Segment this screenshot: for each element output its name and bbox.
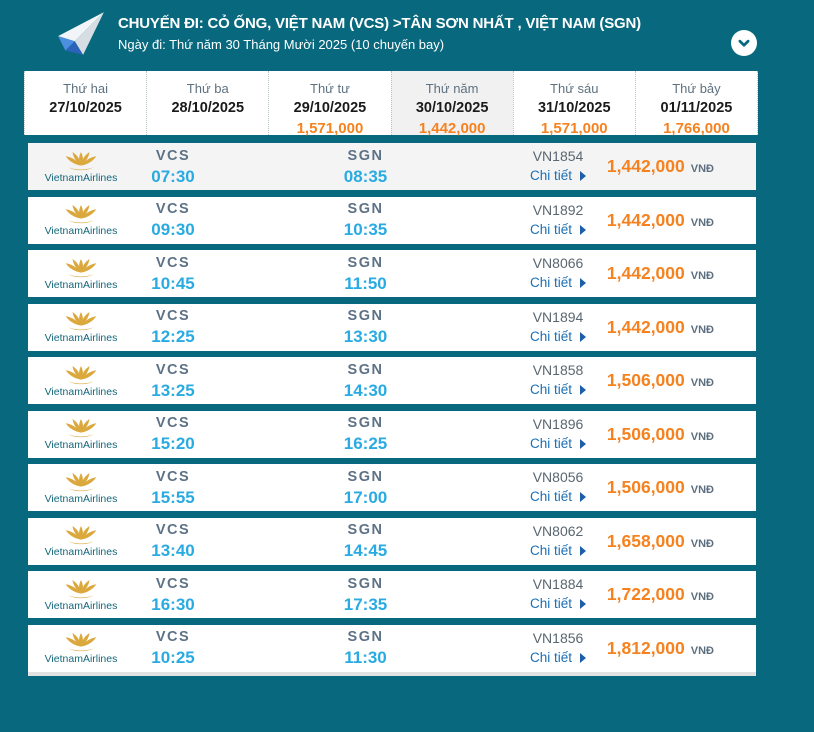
airline-name: VietnamAirlines — [44, 653, 118, 665]
arrival-time: 14:30 — [343, 380, 388, 400]
departure-code: VCS — [155, 201, 191, 217]
arrival-code: SGN — [347, 361, 384, 378]
details-arrow-icon — [580, 385, 586, 395]
details-arrow-icon — [580, 599, 586, 609]
details-link[interactable] — [530, 166, 586, 186]
airline-name: VietnamAirlines — [44, 171, 118, 184]
flight-number: VN8056 — [532, 469, 584, 485]
flight-number: VN8062 — [532, 522, 584, 539]
flight-row[interactable] — [28, 357, 756, 404]
lotus-icon — [64, 471, 98, 492]
route-header — [0, 0, 814, 68]
date-tab-weekday: Thứ ba — [186, 81, 229, 96]
flight-number: VN8066 — [532, 255, 584, 271]
flight-row[interactable] — [28, 411, 756, 458]
departure-cell — [128, 414, 218, 454]
arrival-time: 13:30 — [343, 327, 388, 346]
flight-info-cell — [513, 147, 603, 186]
flight-row[interactable] — [28, 143, 756, 190]
flight-number: VN1854 — [532, 148, 584, 164]
airline-logo — [28, 471, 128, 505]
details-arrow-icon — [580, 492, 586, 502]
airline-logo — [28, 631, 128, 665]
flight-price: 1,442,000 — [606, 263, 685, 283]
lotus-icon — [64, 524, 98, 545]
airline-name: VietnamAirlines — [44, 599, 118, 612]
departure-cell — [128, 361, 218, 401]
arrival-cell — [313, 468, 418, 508]
departure-time: 09:30 — [151, 220, 195, 239]
departure-cell — [128, 575, 218, 615]
chevron-down-icon — [735, 34, 753, 52]
route-title: CHUYẾN ĐI: CỎ ỐNG, VIỆT NAM (VCS) >TÂN SƠN NHẤT , VIỆT NAM (SGN) — [118, 15, 641, 32]
airline-logo — [28, 257, 128, 291]
details-arrow-icon — [580, 439, 586, 449]
price-cell — [603, 477, 756, 498]
date-tab-date: 28/10/2025 — [171, 100, 245, 116]
details-link[interactable] — [530, 487, 586, 507]
arrival-time: 17:35 — [343, 594, 388, 614]
airline-logo — [28, 203, 128, 237]
flight-price: 1,658,000 — [606, 530, 685, 551]
price-cell — [603, 584, 756, 605]
price-cell — [603, 156, 756, 177]
departure-cell — [128, 628, 218, 668]
date-selector-bar — [24, 71, 758, 135]
price-cell — [603, 424, 756, 445]
details-link[interactable] — [530, 541, 586, 561]
date-tab-date: 29/10/2025 — [293, 100, 367, 116]
departure-code: VCS — [155, 361, 191, 378]
arrival-cell — [313, 200, 418, 240]
departure-time: 12:25 — [151, 327, 195, 346]
details-label: Chi tiết — [529, 649, 573, 665]
price-cell — [603, 370, 756, 391]
lotus-icon — [64, 631, 98, 652]
arrival-cell — [313, 575, 418, 615]
airline-name: VietnamAirlines — [44, 492, 118, 505]
flight-info-cell — [513, 201, 603, 240]
arrival-code: SGN — [347, 201, 384, 217]
arrival-time: 08:35 — [343, 166, 388, 186]
flight-price: 1,506,000 — [606, 370, 685, 390]
flight-row[interactable] — [28, 625, 756, 672]
currency-label: VNĐ — [690, 484, 714, 496]
flight-number: VN1858 — [532, 362, 584, 378]
flight-info-cell — [513, 575, 603, 614]
airline-name: VietnamAirlines — [44, 546, 118, 558]
arrival-cell — [313, 628, 418, 668]
airline-name: VietnamAirlines — [44, 225, 118, 237]
arrival-cell — [313, 254, 418, 294]
departure-code: VCS — [155, 522, 191, 538]
arrival-code: SGN — [347, 308, 384, 324]
flight-list — [28, 143, 756, 672]
collapse-button[interactable] — [731, 30, 757, 56]
details-link[interactable] — [530, 327, 586, 347]
list-bottom-divider — [28, 672, 756, 676]
details-label: Chi tiết — [529, 382, 573, 397]
price-cell — [603, 638, 756, 659]
flight-info-cell — [513, 522, 603, 561]
departure-cell — [128, 307, 218, 347]
departure-time: 15:20 — [151, 434, 195, 453]
price-cell — [603, 210, 756, 231]
arrival-code: SGN — [347, 147, 384, 164]
flight-price: 1,442,000 — [606, 316, 685, 337]
flight-row[interactable] — [28, 250, 756, 297]
flight-info-cell — [513, 361, 603, 400]
arrival-time: 14:45 — [343, 541, 388, 560]
arrival-code: SGN — [347, 415, 384, 431]
currency-label: VNĐ — [690, 430, 714, 443]
date-tab-date: 01/11/2025 — [660, 100, 733, 116]
date-tab[interactable] — [146, 71, 268, 135]
date-tab-weekday: Thứ năm — [425, 81, 479, 96]
details-label: Chi tiết — [529, 168, 573, 183]
flight-number: VN1896 — [532, 415, 584, 432]
departure-time: 13:25 — [151, 380, 195, 400]
date-tab-weekday: Thứ hai — [63, 81, 108, 96]
departure-code: VCS — [155, 468, 191, 485]
arrival-time: 11:30 — [344, 648, 387, 667]
departure-cell — [128, 147, 218, 187]
lotus-icon — [64, 150, 98, 171]
flight-info-cell — [513, 254, 603, 293]
date-tab-weekday: Thứ sáu — [550, 81, 599, 96]
flight-info-cell — [513, 308, 603, 347]
flight-price: 1,442,000 — [606, 209, 685, 230]
lotus-icon — [64, 203, 98, 224]
details-link[interactable] — [530, 220, 586, 240]
departure-time: 07:30 — [151, 166, 195, 186]
airline-name: VietnamAirlines — [44, 278, 118, 291]
details-arrow-icon — [580, 278, 586, 288]
date-tab-price: 1,571,000 — [296, 120, 364, 137]
details-arrow-icon — [580, 171, 586, 181]
airline-name: VietnamAirlines — [44, 439, 118, 451]
flight-row[interactable] — [28, 197, 756, 244]
lotus-icon — [64, 257, 98, 278]
date-tab-price: 1,571,000 — [540, 120, 608, 137]
flight-number: VN1856 — [532, 629, 584, 646]
departure-time: 16:30 — [151, 594, 195, 614]
departure-code: VCS — [155, 629, 191, 645]
airline-logo — [28, 578, 128, 612]
arrival-code: SGN — [347, 522, 384, 538]
details-arrow-icon — [580, 225, 586, 235]
date-tab-weekday: Thứ tư — [310, 81, 350, 96]
flight-info-cell — [513, 415, 603, 454]
date-tab-price: 1,442,000 — [418, 120, 486, 137]
airline-name: VietnamAirlines — [44, 332, 118, 344]
details-label: Chi tiết — [529, 435, 573, 451]
arrival-cell — [313, 521, 418, 561]
details-label: Chi tiết — [529, 221, 573, 237]
lotus-icon — [64, 417, 98, 438]
date-tab-date: 27/10/2025 — [49, 100, 122, 116]
flight-price: 1,812,000 — [606, 637, 685, 658]
lotus-icon — [64, 310, 98, 331]
departure-time: 13:40 — [151, 541, 195, 560]
flight-row[interactable] — [28, 304, 756, 351]
details-label: Chi tiết — [529, 542, 573, 558]
flight-number: VN1884 — [532, 576, 584, 592]
departure-code: VCS — [155, 254, 191, 271]
date-tab-price: 1,766,000 — [663, 120, 730, 137]
currency-label: VNĐ — [690, 323, 714, 336]
arrival-code: SGN — [347, 254, 384, 271]
flight-number: VN1894 — [532, 308, 584, 325]
flight-info-cell — [513, 468, 603, 507]
details-label: Chi tiết — [529, 489, 573, 504]
price-cell — [603, 317, 756, 338]
departure-code: VCS — [155, 147, 191, 164]
departure-cell — [128, 468, 218, 508]
airline-logo — [28, 310, 128, 344]
lotus-icon — [64, 578, 98, 599]
price-cell — [603, 531, 756, 552]
details-label: Chi tiết — [529, 596, 573, 611]
departure-cell — [128, 254, 218, 294]
date-tab-date: 31/10/2025 — [537, 100, 611, 116]
details-link[interactable] — [530, 434, 586, 454]
arrival-time: 10:35 — [343, 220, 388, 239]
currency-label: VNĐ — [690, 377, 714, 389]
price-cell — [603, 263, 756, 284]
date-tab-weekday: Thứ bảy — [672, 81, 721, 96]
currency-label: VNĐ — [690, 216, 714, 229]
details-arrow-icon — [580, 546, 586, 556]
date-tab[interactable] — [391, 71, 513, 135]
airline-logo — [28, 417, 128, 451]
flight-price: 1,506,000 — [606, 477, 685, 497]
arrival-time: 17:00 — [343, 487, 388, 507]
airline-logo — [28, 150, 128, 184]
date-tab[interactable] — [24, 71, 146, 135]
arrival-code: SGN — [347, 468, 384, 485]
arrival-cell — [313, 147, 418, 187]
arrival-code: SGN — [347, 575, 384, 592]
details-link[interactable] — [530, 273, 586, 293]
currency-label: VNĐ — [690, 591, 714, 603]
currency-label: VNĐ — [690, 163, 714, 175]
airline-name: VietnamAirlines — [44, 385, 118, 398]
flight-row[interactable] — [28, 464, 756, 511]
departure-code: VCS — [155, 575, 191, 592]
currency-label: VNĐ — [690, 644, 714, 657]
flight-info-cell — [513, 629, 603, 668]
date-tab-date: 30/10/2025 — [415, 100, 489, 116]
departure-time: 10:45 — [151, 273, 195, 293]
arrival-code: SGN — [347, 629, 384, 645]
details-link[interactable] — [530, 380, 586, 400]
airline-logo — [28, 364, 128, 398]
details-label: Chi tiết — [529, 328, 573, 344]
date-tab[interactable] — [513, 71, 635, 135]
arrival-time: 11:50 — [344, 273, 387, 293]
arrival-cell — [313, 414, 418, 454]
flight-number: VN1892 — [532, 201, 584, 218]
flight-price: 1,442,000 — [606, 156, 685, 176]
arrival-cell — [313, 361, 418, 401]
details-link[interactable] — [530, 648, 586, 668]
airline-logo — [28, 524, 128, 558]
arrival-cell — [313, 307, 418, 347]
flight-row[interactable] — [28, 571, 756, 618]
departure-cell — [128, 200, 218, 240]
details-link[interactable] — [530, 594, 586, 614]
departure-time: 15:55 — [151, 487, 195, 507]
lotus-icon — [64, 364, 98, 385]
currency-label: VNĐ — [690, 270, 714, 282]
date-tab[interactable] — [268, 71, 390, 135]
departure-code: VCS — [155, 308, 191, 324]
details-arrow-icon — [580, 653, 586, 663]
route-subtitle: Ngày đi: Thứ năm 30 Tháng Mười 2025 (10 chuyến bay) — [118, 36, 445, 52]
departure-code: VCS — [155, 415, 191, 431]
departure-cell — [128, 521, 218, 561]
details-label: Chi tiết — [529, 275, 573, 290]
departure-time: 10:25 — [151, 648, 195, 667]
details-arrow-icon — [580, 332, 586, 342]
flight-row[interactable] — [28, 518, 756, 565]
flight-price: 1,722,000 — [606, 584, 685, 604]
flight-price: 1,506,000 — [606, 423, 685, 444]
paper-plane-icon — [56, 9, 106, 59]
arrival-time: 16:25 — [343, 434, 388, 453]
date-tab[interactable] — [635, 71, 757, 135]
currency-label: VNĐ — [690, 537, 714, 550]
